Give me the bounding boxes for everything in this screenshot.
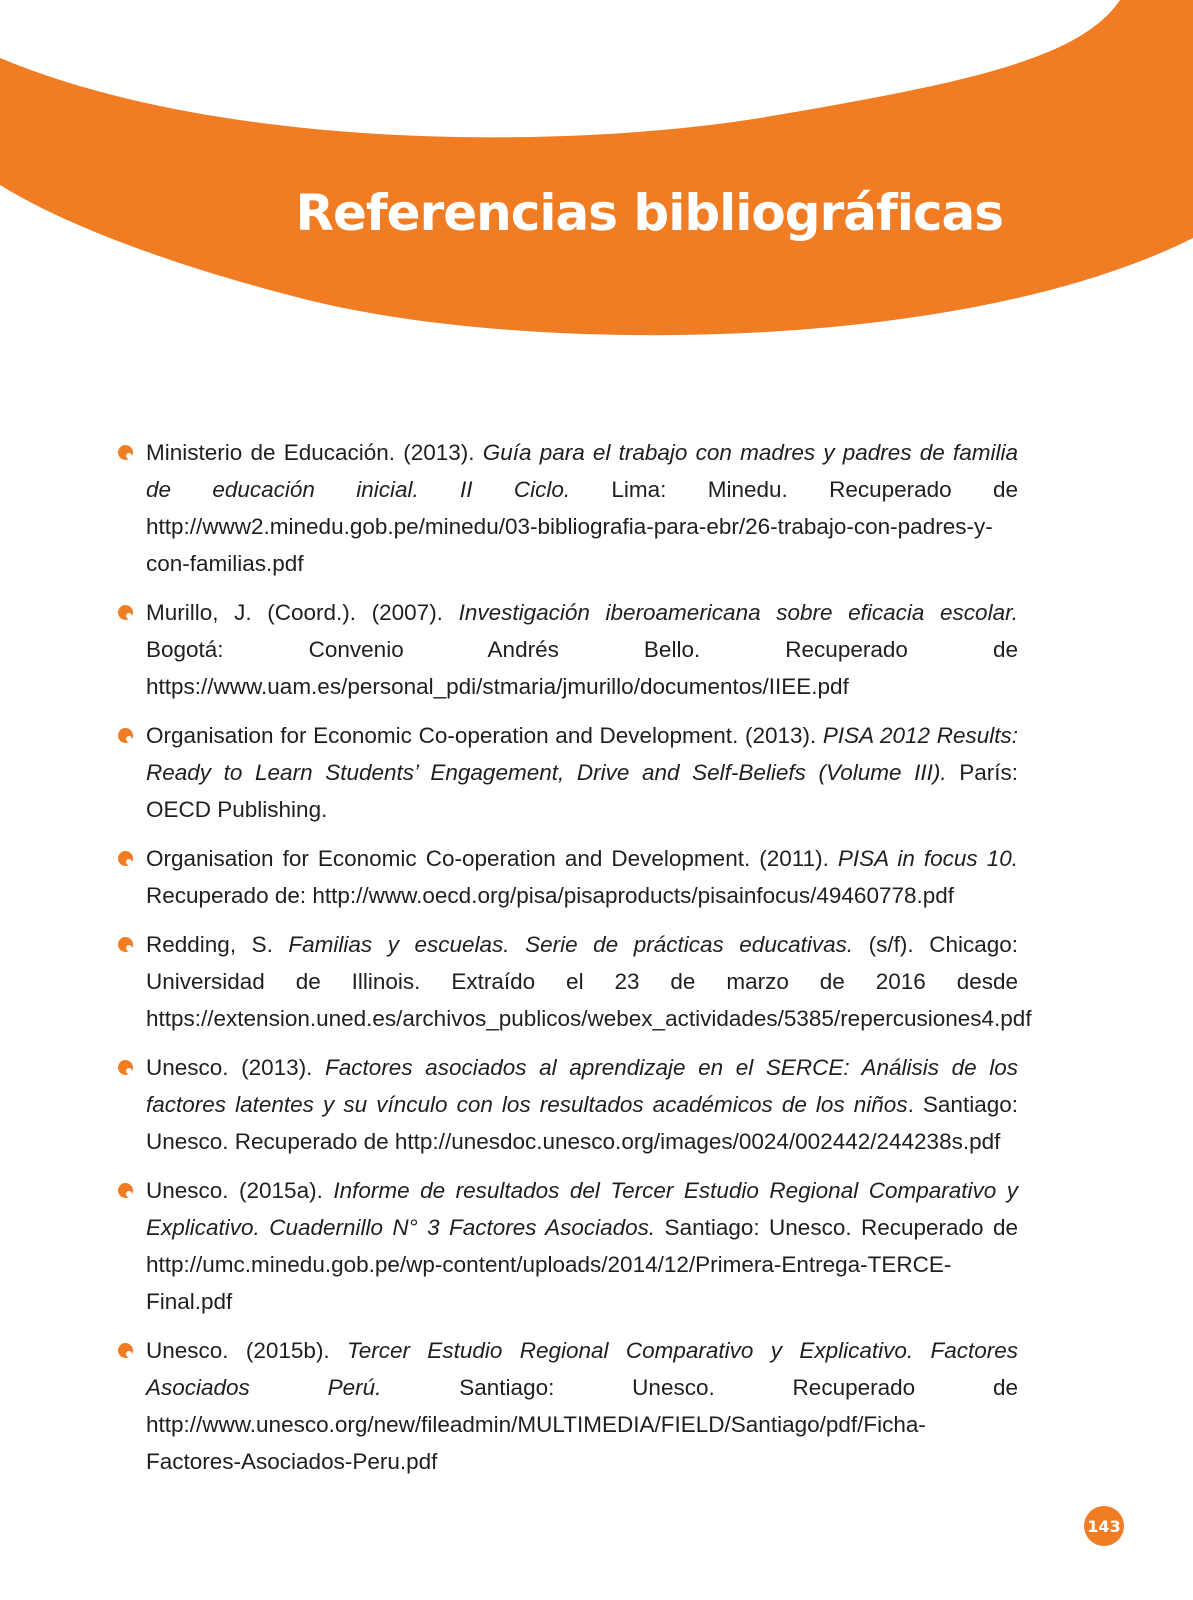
reference-text: Unesco. (2015b). xyxy=(146,1338,348,1363)
reference-source: Recuperado de: http://www.oecd.org/pisa/pisaproducts/pisainfocus/49460778.pdf xyxy=(146,883,955,908)
bullet-icon xyxy=(118,937,133,952)
reference-title: Familias y escuelas. Serie de prácticas educativas. xyxy=(288,932,854,957)
reference-text: Murillo, J. (Coord.). (2007). xyxy=(146,600,459,625)
reference-item xyxy=(118,926,1032,1037)
bullet-icon xyxy=(118,851,133,866)
reference-source: . Santiago: Unesco. Recuperado de http://unesdoc.unesco.org/images/0024/002442/244238s.pdf xyxy=(146,1092,1018,1154)
header-banner xyxy=(0,0,1193,360)
reference-source: Santiago: Unesco. Recuperado de http://www.unesco.org/new/fileadmin/MULTIMEDIA/FIELD/Santiago/pdf/Ficha-Factores-Asociados-Peru.pdf xyxy=(146,1375,1019,1474)
reference-item xyxy=(118,434,1018,582)
reference-item xyxy=(118,1172,1018,1320)
reference-text: Unesco. (2013). xyxy=(146,1055,326,1080)
reference-source: París: OECD Publishing. xyxy=(146,760,1018,822)
reference-text: Organisation for Economic Co-operation and Development. (2013). xyxy=(146,723,823,748)
reference-item xyxy=(118,1332,1018,1480)
reference-item xyxy=(118,840,1018,914)
reference-title: PISA in focus 10. xyxy=(837,846,1018,871)
reference-source: Lima: Minedu. Recuperado de http://www2.minedu.gob.pe/minedu/03-bibliografia-para-ebr/26-trabajo-con-padres-y-con-familias.pdf xyxy=(146,477,1018,576)
reference-text: Unesco. (2015a). xyxy=(146,1178,334,1203)
reference-title: Informe de resultados del Tercer Estudio Regional Comparativo y Explicativo. Cuadernillo N° 3 Factores Asociados. xyxy=(146,1178,1018,1240)
reference-title: Factores asociados al aprendizaje en el SERCE: Análisis de los factores latentes y su vínculo con los resultados académicos de los niños xyxy=(146,1055,1018,1117)
page-title: Referencias bibliográficas xyxy=(295,184,1003,242)
bullet-icon xyxy=(118,445,133,460)
reference-text: Organisation for Economic Co-operation and Development. (2011). xyxy=(146,846,838,871)
reference-title: Investigación iberoamericana sobre eficacia escolar. xyxy=(458,600,1018,625)
reference-list xyxy=(118,434,1032,1492)
reference-source: Santiago: Unesco. Recuperado de http://umc.minedu.gob.pe/wp-content/uploads/2014/12/Primera-Entrega-TERCE-Final.pdf xyxy=(146,1215,1019,1314)
reference-item xyxy=(118,1049,1018,1160)
reference-source: (s/f). Chicago: Universidad de Illinois. Extraído el 23 de marzo de 2016 desde https://extension.uned.es/archivos_publicos/webex_actividades/5385/repercusiones4.pdf xyxy=(146,932,1032,1031)
bullet-icon xyxy=(118,1060,133,1075)
page-number: 143 xyxy=(1084,1506,1124,1546)
reference-text: Ministerio de Educación. (2013). xyxy=(146,440,483,465)
reference-title: Guía para el trabajo con madres y padres de familia de educación inicial. II Ciclo. xyxy=(146,440,1019,502)
reference-title: PISA 2012 Results: Ready to Learn Students’ Engagement, Drive and Self-Beliefs (Volume III). xyxy=(146,723,1018,785)
reference-text: Redding, S. xyxy=(146,932,289,957)
bullet-icon xyxy=(118,605,133,620)
reference-source: Bogotá: Convenio Andrés Bello. Recuperado de https://www.uam.es/personal_pdi/stmaria/jmurillo/documentos/IIEE.pdf xyxy=(146,637,1018,699)
reference-item xyxy=(118,594,1018,705)
bullet-icon xyxy=(118,1343,133,1358)
header-wave-shape xyxy=(0,0,1193,335)
bullet-icon xyxy=(118,728,133,743)
bullet-icon xyxy=(118,1183,133,1198)
reference-title: Tercer Estudio Regional Comparativo y Explicativo. Factores Asociados Perú. xyxy=(146,1338,1018,1400)
reference-item xyxy=(118,717,1018,828)
